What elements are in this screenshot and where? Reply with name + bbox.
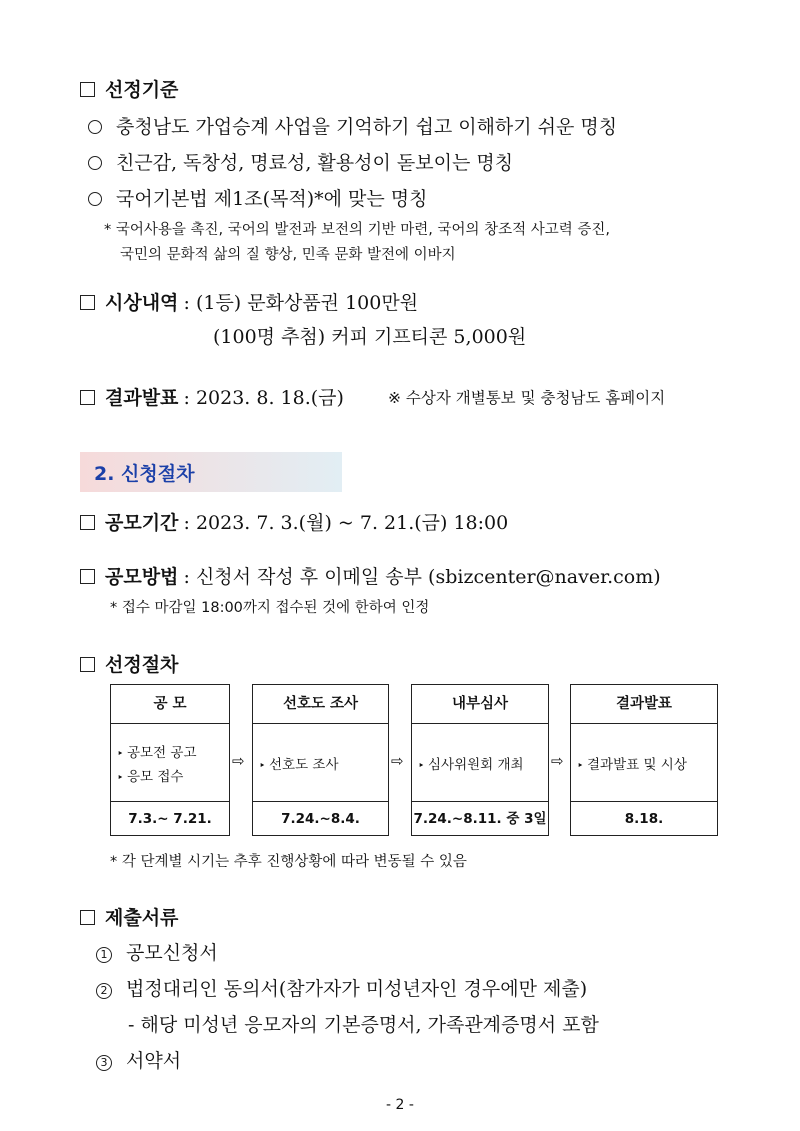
result-note: ※ 수상자 개별통보 및 충청남도 홈페이지 xyxy=(388,389,666,407)
checkbox-square-icon xyxy=(80,657,95,672)
procedure-heading: 선정절차 xyxy=(80,650,178,677)
step-item: ‣ 결과발표 및 시상 xyxy=(577,753,711,773)
right-arrow-icon: ⇨ xyxy=(551,752,564,770)
step-body xyxy=(253,724,388,802)
procedure-step-box xyxy=(411,684,549,836)
criteria-note: * 국어사용을 촉진, 국어의 발전과 보전의 기반 마련, 국어의 창조적 사고력 증진, xyxy=(104,222,610,238)
step-body xyxy=(111,724,229,802)
page-number: - 2 - xyxy=(386,1097,414,1113)
step-item: ‣ 공모전 공고 xyxy=(117,741,223,761)
documents-heading: 제출서류 xyxy=(80,903,178,930)
step-head: 공 모 xyxy=(111,685,229,724)
circle-bullet-icon xyxy=(88,120,102,134)
step-head: 선호도 조사 xyxy=(253,685,388,724)
award-line2: (100명 추첨) 커피 기프티콘 5,000원 xyxy=(213,326,527,348)
checkbox-square-icon xyxy=(80,390,95,405)
step-date: 8.18. xyxy=(624,811,664,827)
period-line: 공모기간 : 2023. 7. 3.(월) ~ 7. 21.(금) 18:00 xyxy=(80,508,508,535)
step-date: 7.24.~8.4. xyxy=(281,811,360,827)
procedure-note: * 각 단계별 시기는 추후 진행상황에 따라 변동될 수 있음 xyxy=(110,854,467,870)
documents-subitem: - 해당 미성년 응모자의 기본증명서, 가족관계증명서 포함 xyxy=(128,1014,599,1036)
documents-item: 3 서약서 xyxy=(96,1046,181,1073)
step-body xyxy=(571,724,717,802)
right-arrow-icon: ⇨ xyxy=(391,752,404,770)
step-date: 7.3.~ 7.21. xyxy=(128,811,212,827)
circled-number-icon: 2 xyxy=(96,983,112,999)
step-head: 내부심사 xyxy=(412,685,548,724)
step-item: ‣ 선호도 조사 xyxy=(259,753,382,773)
circle-bullet-icon xyxy=(88,192,102,206)
step-item: ‣ 응모 접수 xyxy=(117,765,223,785)
procedure-step-box xyxy=(570,684,718,836)
procedure-step-box xyxy=(110,684,230,836)
award-line: 시상내역 : (1등) 문화상품권 100만원 xyxy=(80,288,418,315)
right-arrow-icon: ⇨ xyxy=(232,752,245,770)
criteria-item: 친근감, 독창성, 명료성, 활용성이 돋보이는 명칭 xyxy=(88,148,513,175)
checkbox-square-icon xyxy=(80,910,95,925)
result-line: 결과발표 : 2023. 8. 18.(금) xyxy=(80,383,344,410)
procedure-step-box xyxy=(252,684,389,836)
method-note: * 접수 마감일 18:00까지 접수된 것에 한하여 인정 xyxy=(110,600,430,616)
circled-number-icon: 1 xyxy=(96,947,112,963)
documents-item: 1 공모신청서 xyxy=(96,938,218,965)
step-body xyxy=(412,724,548,802)
checkbox-square-icon xyxy=(80,515,95,530)
criteria-note-continued: 국민의 문화적 삶의 질 향상, 민족 문화 발전에 이바지 xyxy=(120,247,456,263)
step-item: ‣ 심사위원회 개최 xyxy=(418,753,542,773)
documents-item: 2 법정대리인 동의서(참가자가 미성년자인 경우에만 제출) xyxy=(96,974,587,1001)
circle-bullet-icon xyxy=(88,156,102,170)
criteria-heading: 선정기준 xyxy=(80,75,178,102)
step-date: 7.24.~8.11. 중 3일 xyxy=(413,811,547,827)
criteria-item: 충청남도 가업승계 사업을 기억하기 쉽고 이해하기 쉬운 명칭 xyxy=(88,112,617,139)
checkbox-square-icon xyxy=(80,82,95,97)
method-line: 공모방법 : 신청서 작성 후 이메일 송부 (sbizcenter@naver.com) xyxy=(80,562,661,589)
step-head: 결과발표 xyxy=(571,685,717,724)
criteria-item: 국어기본법 제1조(목적)*에 맞는 명칭 xyxy=(88,184,428,211)
checkbox-square-icon xyxy=(80,295,95,310)
circled-number-icon: 3 xyxy=(96,1055,112,1071)
section-2-header: 2. 신청절차 xyxy=(80,452,342,492)
checkbox-square-icon xyxy=(80,569,95,584)
